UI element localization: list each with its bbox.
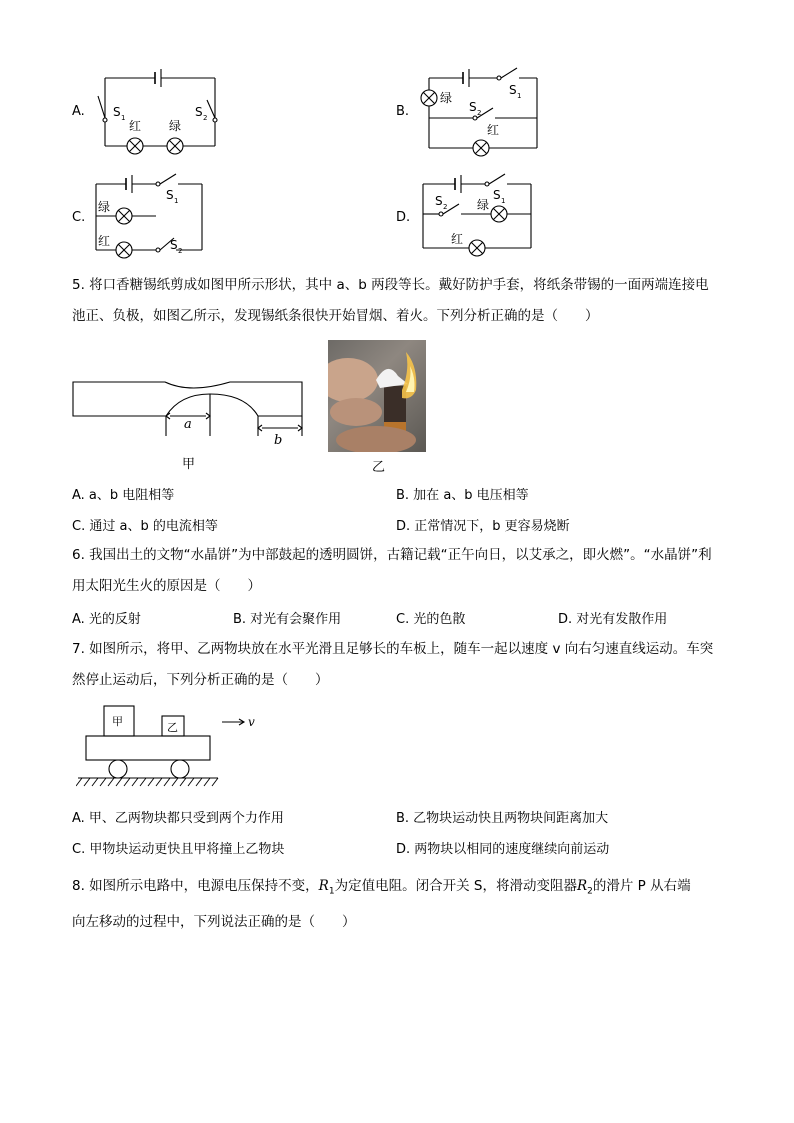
block-jia-label: 甲 <box>112 715 123 728</box>
circuit-c-red-label: 红 <box>98 234 111 248</box>
circuit-b-s2-sub: 2 <box>477 109 482 117</box>
question-6-text: 6. 我国出土的文物“水晶饼”为中部鼓起的透明圆饼，古籍记载“正午向日，以艾承之，即火燃”。“水晶饼”利用太阳光生火的原因是（ ） <box>72 547 712 594</box>
question-5-text: 5. 将口香糖锡纸剪成如图甲所示形状，其中 a、b 两段等长。戴好防护手套，将纸条带锡的一面两端连接电池正、负极，如图乙所示，发现锡纸条很快开始冒烟、着火。下列分析正确的是（ ） <box>72 277 709 324</box>
question-8-line-2: 向左移动的过程中，下列说法正确的是（ ） <box>72 914 356 930</box>
r1-subscript: 1 <box>328 886 335 897</box>
circuit-b-diagram <box>415 64 543 160</box>
question-6-option-a[interactable]: A. 光的反射 <box>72 612 141 627</box>
circuit-d-s1-sub: 1 <box>501 197 506 205</box>
question-7-option-d[interactable]: D. 两物块以相同的速度继续向前运动 <box>396 842 610 857</box>
question-5-option-b[interactable]: B. 加在 a、b 电压相等 <box>396 488 529 503</box>
question-8-line-1 <box>72 874 691 897</box>
r2-symbol: R <box>576 878 588 894</box>
circuit-c-s1-sub: 1 <box>174 197 179 205</box>
circuit-b-s1: S <box>509 83 517 97</box>
question-7-text: 7. 如图所示，将甲、乙两物块放在水平光滑且足够长的车板上，随车一起以速度 v 向右匀速直线运动。车突然停止运动后，下列分析正确的是（ ） <box>72 641 714 688</box>
circuit-d-diagram <box>415 172 539 260</box>
circuit-d-s1: S <box>493 188 501 202</box>
circuit-a-s1-sub: 1 <box>121 114 126 122</box>
question-6-option-c[interactable]: C. 光的色散 <box>396 612 466 627</box>
question-5-option-d[interactable]: D. 正常情况下，b 更容易烧断 <box>396 519 570 534</box>
velocity-label: v <box>248 715 255 729</box>
question-8-text-c: 的滑片 P 从右端 <box>592 878 691 894</box>
circuit-c-s2-sub: 2 <box>178 247 183 255</box>
question-6-option-b[interactable]: B. 对光有会聚作用 <box>233 612 342 627</box>
question-7-option-a[interactable]: A. 甲、乙两物块都只受到两个力作用 <box>72 811 284 826</box>
circuit-b-green-label: 绿 <box>440 91 453 105</box>
question-8-text-b: 为定值电阻。闭合开关 S，将滑动变阻器 <box>334 878 577 894</box>
circuit-d-green-label: 绿 <box>477 198 490 212</box>
circuit-a-label: A. <box>72 104 85 119</box>
circuit-c-s2: S <box>170 238 178 252</box>
circuit-a-red-label: 红 <box>129 119 142 133</box>
circuit-b-s2: S <box>469 100 477 114</box>
block-yi-label: 乙 <box>167 721 178 734</box>
circuit-d-s2-sub: 2 <box>443 203 448 211</box>
circuit-a-s2: S <box>195 105 203 119</box>
figure-jia-caption: 甲 <box>182 457 196 472</box>
circuit-c-green-label: 绿 <box>98 200 111 214</box>
question-7-option-b[interactable]: B. 乙物块运动快且两物块间距离加大 <box>396 811 609 826</box>
circuit-b-label: B. <box>396 104 410 119</box>
tin-foil-strip-diagram <box>70 372 310 472</box>
circuit-d-label: D. <box>396 210 411 225</box>
circuit-a-green-label: 绿 <box>169 119 182 133</box>
cart-blocks-diagram <box>76 700 266 792</box>
question-8-text-a: 8. 如图所示电路中，电源电压保持不变， <box>72 878 319 894</box>
question-6-option-d[interactable]: D. 对光有发散作用 <box>558 612 668 627</box>
circuit-a-diagram <box>95 66 225 162</box>
question-7-option-c[interactable]: C. 甲物块运动更快且甲将撞上乙物块 <box>72 842 285 857</box>
circuit-c-label: C. <box>72 210 86 225</box>
battery-flame-photo <box>328 340 426 452</box>
circuit-a-s2-sub: 2 <box>203 114 208 122</box>
figure-yi-caption: 乙 <box>372 460 386 475</box>
r2-subscript: 2 <box>587 886 593 897</box>
circuit-d-s2: S <box>435 194 443 208</box>
segment-b-label: b <box>274 433 283 448</box>
question-5-option-c[interactable]: C. 通过 a、b 的电流相等 <box>72 519 218 534</box>
question-5-option-a[interactable]: A. a、b 电阻相等 <box>72 488 175 503</box>
circuit-b-red-label: 红 <box>487 123 500 137</box>
circuit-a-s1: S <box>113 105 121 119</box>
segment-a-label: a <box>184 417 192 432</box>
circuit-b-s1-sub: 1 <box>517 92 522 100</box>
circuit-d-red-label: 红 <box>451 232 464 246</box>
circuit-c-diagram <box>90 172 212 262</box>
circuit-c-s1: S <box>166 188 174 202</box>
r1-symbol: R <box>318 878 329 894</box>
